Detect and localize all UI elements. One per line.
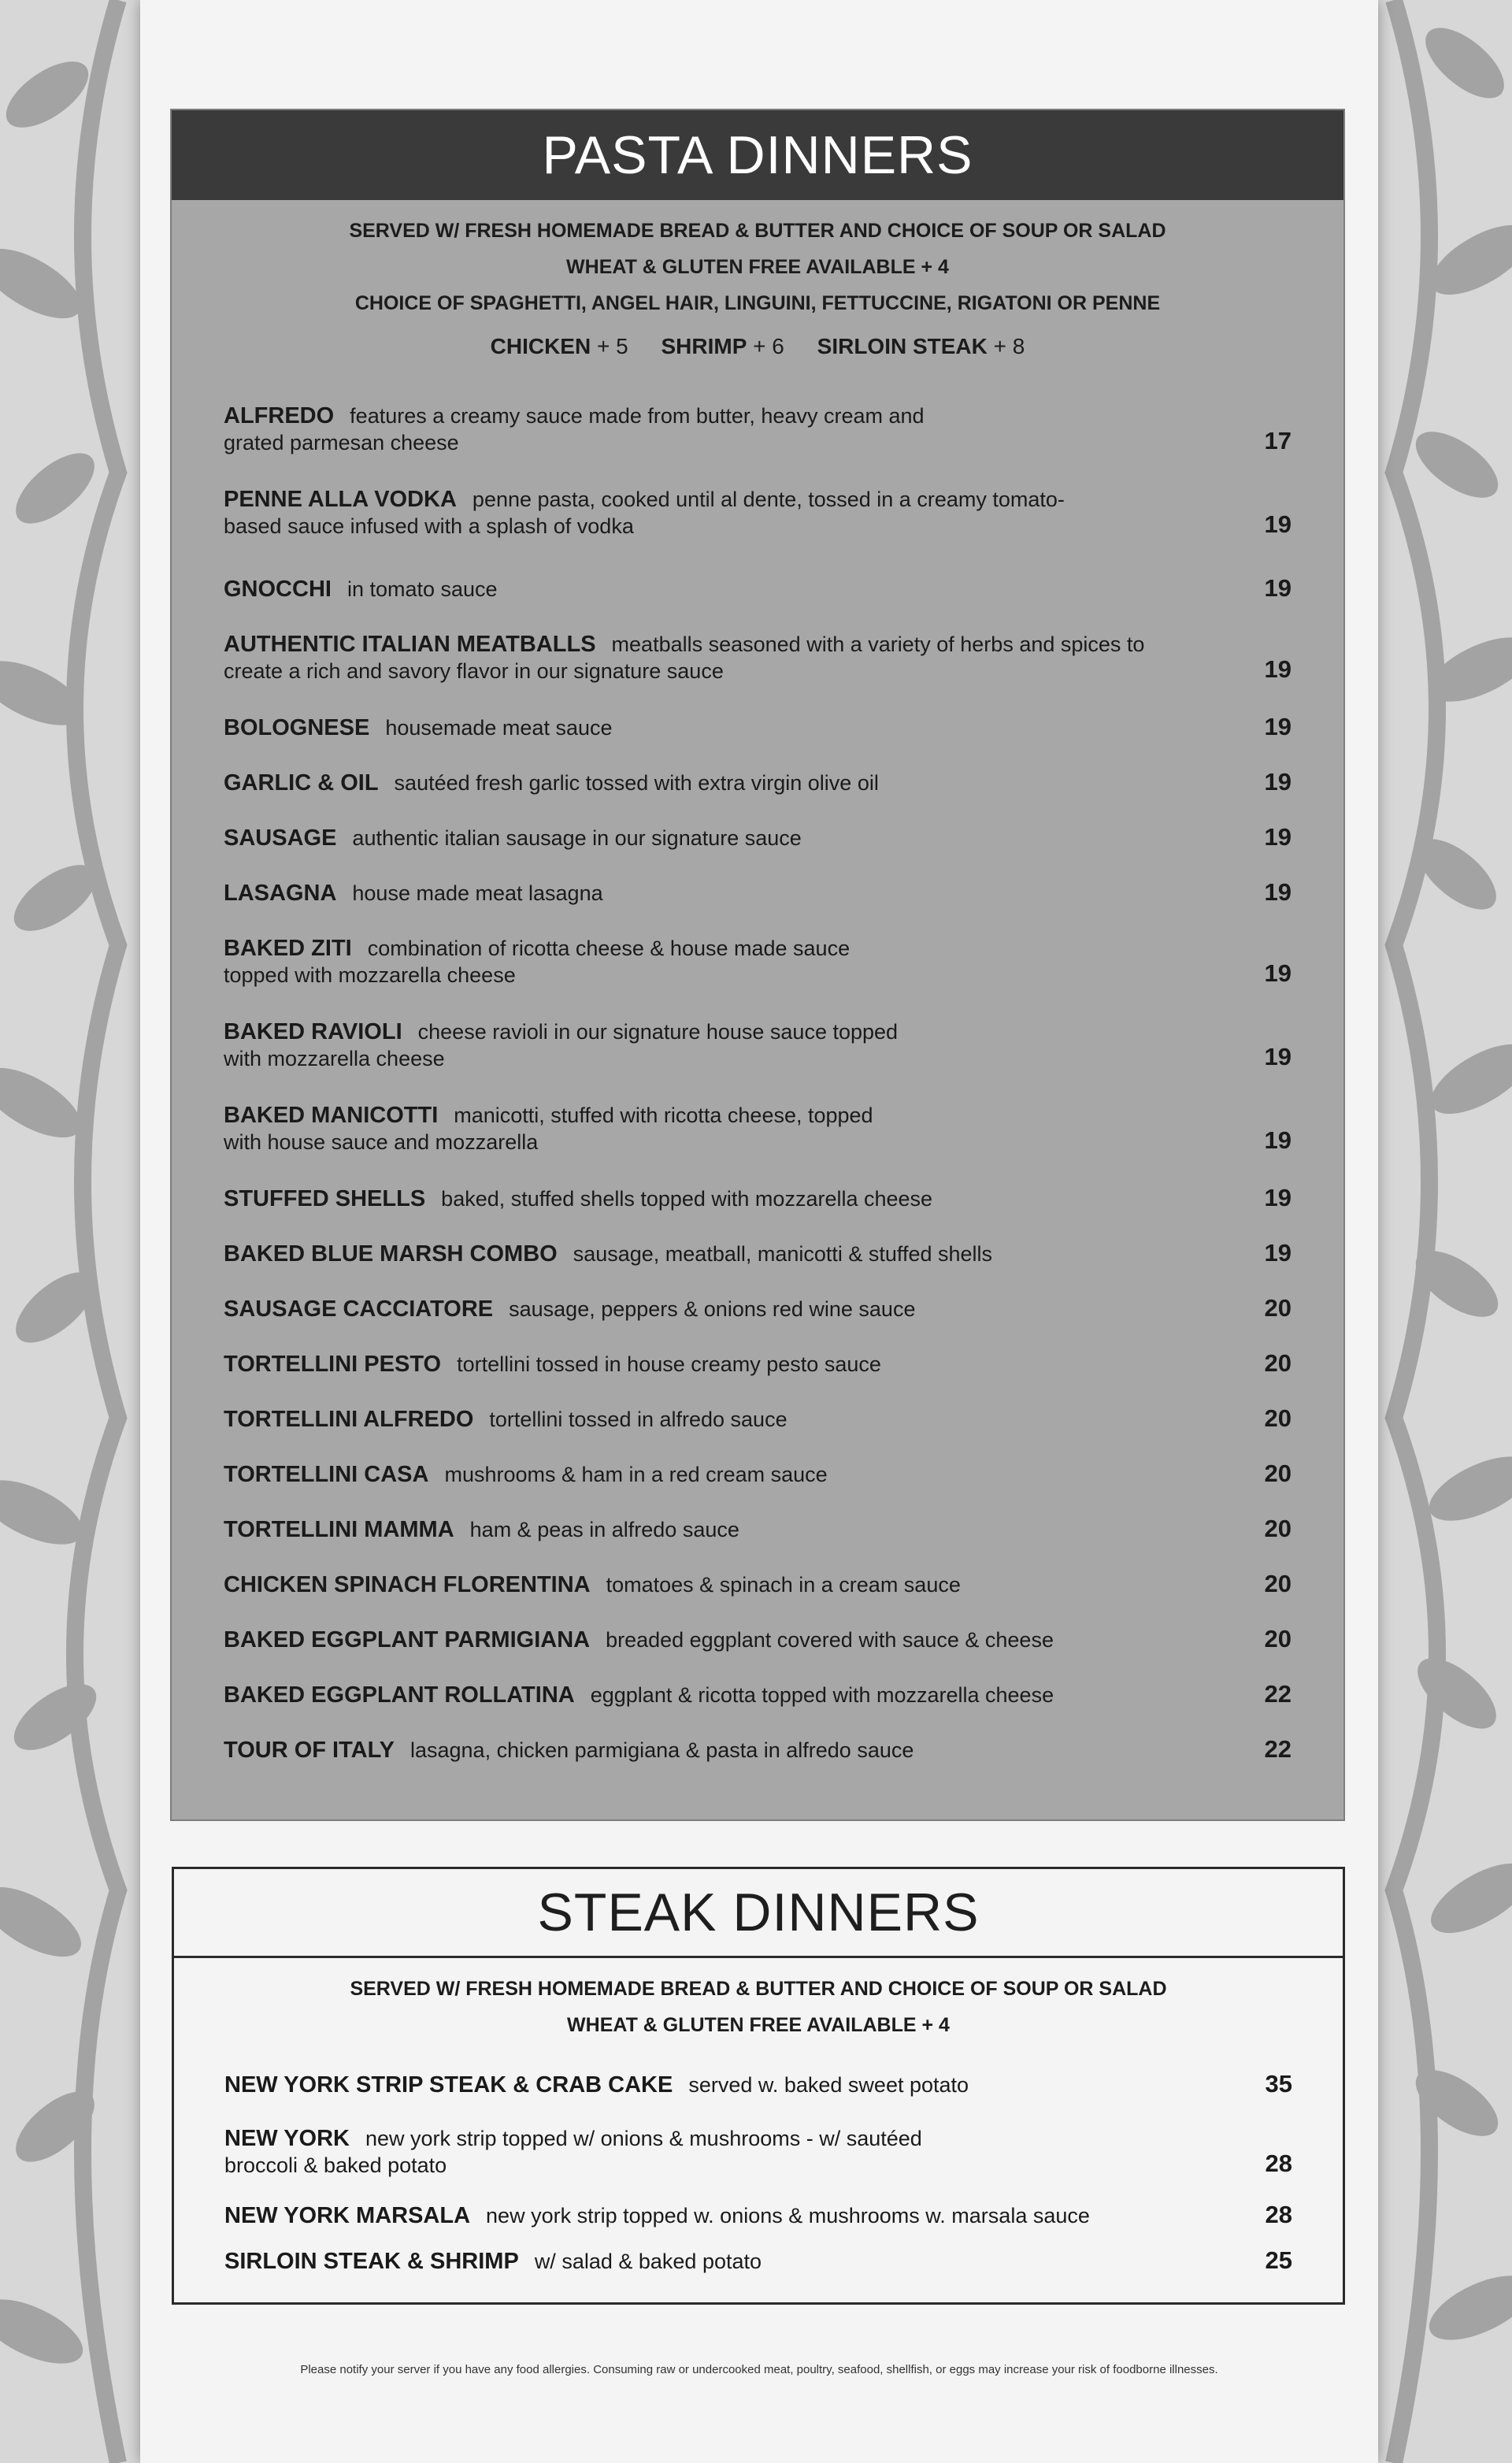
item-name: BAKED EGGPLANT PARMIGIANA	[224, 1627, 591, 1653]
item-name: BAKED ZITI	[224, 936, 352, 961]
menu-item	[224, 1735, 1292, 1764]
item-description-cont: grated parmesan cheese	[224, 431, 459, 454]
item-name: BAKED BLUE MARSH COMBO	[224, 1241, 558, 1267]
item-name: GARLIC & OIL	[224, 770, 379, 796]
item-description: housemade meat sauce	[385, 716, 613, 740]
menu-item	[224, 1349, 1292, 1378]
item-price: 17	[1264, 427, 1292, 454]
item-name: NEW YORK	[224, 2126, 350, 2151]
item-price: 19	[1264, 1043, 1292, 1070]
item-description: cheese ravioli in our signature house sauce topped	[417, 1020, 899, 1044]
item-description: w/ salad & baked potato	[534, 2250, 762, 2273]
item-name: LASAGNA	[224, 881, 337, 906]
menu-item	[224, 2203, 1292, 2229]
allergy-disclaimer: Please notify your server if you have any food allergies. Consuming raw or undercooked meat, poultry, seafood, shellfish, or eggs may increase your risk of foodborne illnesses.	[300, 2363, 1218, 2376]
item-description-cont: with house sauce and mozzarella	[224, 1130, 539, 1154]
item-name: PENNE ALLA VODKA	[224, 487, 457, 512]
menu-item	[224, 825, 1292, 851]
menu-item	[224, 1517, 1292, 1543]
addon-chicken: CHICKEN + 5	[490, 334, 628, 358]
menu-item	[224, 1404, 1292, 1433]
item-description: combination of ricotta cheese & house made sauce	[367, 937, 850, 960]
item-description: tomatoes & spinach in a cream sauce	[606, 1573, 961, 1597]
item-name: BAKED RAVIOLI	[224, 1019, 402, 1044]
item-description: sausage, meatball, manicotti & stuffed shells	[573, 1242, 993, 1266]
item-description: tortellini tossed in house creamy pesto sauce	[457, 1352, 881, 1376]
item-name: SAUSAGE CACCIATORE	[224, 1296, 494, 1322]
item-price: 20	[1264, 1349, 1292, 1377]
steak-title: STEAK DINNERS	[174, 1869, 1343, 1958]
menu-page	[140, 0, 1378, 2463]
item-description: eggplant & ricotta topped with mozzarella cheese	[590, 1683, 1054, 1707]
item-price: 28	[1265, 2201, 1292, 2228]
item-description: authentic italian sausage in our signature sauce	[352, 826, 802, 850]
menu-item	[224, 1572, 1292, 1598]
item-price: 20	[1264, 1570, 1292, 1597]
menu-item	[224, 1296, 1292, 1322]
item-price: 19	[1264, 713, 1292, 740]
item-price: 19	[1264, 768, 1292, 796]
pasta-section	[170, 109, 1345, 1821]
item-name: CHICKEN SPINACH FLORENTINA	[224, 1572, 591, 1597]
menu-item	[224, 1103, 1292, 1155]
item-name: NEW YORK STRIP STEAK & CRAB CAKE	[224, 2072, 673, 2098]
menu-item	[224, 403, 1292, 455]
item-description: meatballs seasoned with a variety of herbs and spices to	[611, 632, 1145, 656]
item-description: new york strip topped w. onions & mushrooms w. marsala sauce	[486, 2204, 1090, 2227]
pasta-title: PASTA DINNERS	[172, 110, 1343, 200]
item-name: SIRLOIN STEAK & SHRIMP	[224, 2249, 519, 2274]
item-price: 35	[1265, 2070, 1292, 2098]
menu-item	[224, 1186, 1292, 1212]
menu-item	[224, 2246, 1292, 2275]
pasta-choice-note: CHOICE OF SPAGHETTI, ANGEL HAIR, LINGUINI, FETTUCCINE, RIGATONI OR PENNE	[354, 292, 1161, 314]
item-name: TORTELLINI MAMMA	[224, 1517, 454, 1542]
item-price: 22	[1264, 1735, 1292, 1763]
item-name: TORTELLINI ALFREDO	[224, 1407, 474, 1432]
menu-item	[224, 2126, 1292, 2178]
leaf-pattern-left	[0, 0, 142, 2463]
menu-item	[224, 2072, 1292, 2098]
item-name: TORTELLINI PESTO	[224, 1352, 442, 1377]
menu-item	[224, 878, 1292, 907]
item-price: 19	[1264, 878, 1292, 906]
menu-item	[224, 487, 1292, 539]
item-description: house made meat lasagna	[352, 881, 603, 905]
item-name: GNOCCHI	[224, 577, 332, 602]
item-description: manicotti, stuffed with ricotta cheese, topped	[454, 1104, 873, 1127]
item-description: ham & peas in alfredo sauce	[469, 1518, 739, 1541]
addon-sirloin-steak: SIRLOIN STEAK + 8	[817, 334, 1025, 358]
item-description-cont: broccoli & baked potato	[224, 2153, 447, 2177]
item-price: 20	[1264, 1625, 1292, 1653]
item-price: 19	[1264, 1126, 1292, 1154]
steak-section	[172, 1867, 1345, 2305]
menu-item	[224, 1682, 1292, 1708]
item-name: ALFREDO	[224, 403, 335, 428]
item-price: 22	[1264, 1680, 1292, 1708]
item-price: 20	[1264, 1460, 1292, 1487]
menu-item	[224, 1241, 1292, 1267]
item-name: BAKED MANICOTTI	[224, 1103, 439, 1128]
item-description: lasagna, chicken parmigiana & pasta in alfredo sauce	[410, 1738, 914, 1762]
item-description-cont: create a rich and savory flavor in our signature sauce	[224, 659, 724, 683]
leaf-pattern-right	[1378, 0, 1512, 2463]
item-description-cont: with mozzarella cheese	[224, 1047, 445, 1070]
item-price: 19	[1264, 655, 1292, 683]
item-name: BAKED EGGPLANT ROLLATINA	[224, 1682, 575, 1708]
item-name: SAUSAGE	[224, 825, 337, 851]
item-description: tortellini tossed in alfredo sauce	[489, 1408, 788, 1431]
item-price: 19	[1264, 1184, 1292, 1211]
pasta-gluten-note: WHEAT & GLUTEN FREE AVAILABLE + 4	[566, 256, 949, 278]
item-price: 20	[1264, 1515, 1292, 1542]
item-price: 25	[1265, 2246, 1292, 2274]
item-description: breaded eggplant covered with sauce & cheese	[606, 1628, 1054, 1652]
item-description-cont: based sauce infused with a splash of vodka	[224, 514, 634, 538]
item-price: 19	[1264, 574, 1292, 602]
steak-gluten-note: WHEAT & GLUTEN FREE AVAILABLE + 4	[567, 2014, 950, 2036]
menu-item	[224, 1627, 1292, 1653]
item-description: mushrooms & ham in a red cream sauce	[444, 1463, 828, 1486]
addon-shrimp: SHRIMP + 6	[661, 334, 784, 358]
item-description: sautéed fresh garlic tossed with extra virgin olive oil	[394, 771, 879, 795]
menu-item	[224, 574, 1292, 603]
item-description: new york strip topped w/ onions & mushrooms - w/ sautéed	[365, 2127, 922, 2150]
menu-item	[224, 936, 1292, 988]
item-description: features a creamy sauce made from butter, heavy cream and	[350, 404, 925, 428]
item-price: 19	[1264, 959, 1292, 987]
item-price: 19	[1264, 510, 1292, 538]
pasta-served-note: SERVED W/ FRESH HOMEMADE BREAD & BUTTER AND CHOICE OF SOUP OR SALAD	[349, 220, 1166, 242]
item-description: baked, stuffed shells topped with mozzarella cheese	[441, 1187, 933, 1211]
menu-item	[224, 715, 1292, 741]
item-name: TORTELLINI CASA	[224, 1462, 429, 1487]
item-description-cont: topped with mozzarella cheese	[224, 963, 516, 987]
steak-served-note: SERVED W/ FRESH HOMEMADE BREAD & BUTTER AND CHOICE OF SOUP OR SALAD	[350, 1978, 1167, 2000]
item-name: STUFFED SHELLS	[224, 1186, 426, 1211]
menu-item	[224, 632, 1292, 684]
item-name: TOUR OF ITALY	[224, 1738, 395, 1763]
item-description: penne pasta, cooked until al dente, tossed in a creamy tomato-	[472, 488, 1065, 511]
item-description: sausage, peppers & onions red wine sauce	[509, 1297, 916, 1321]
item-name: AUTHENTIC ITALIAN MEATBALLS	[224, 632, 596, 657]
menu-item	[224, 1019, 1292, 1071]
item-price: 20	[1264, 1404, 1292, 1432]
item-price: 28	[1265, 2150, 1292, 2177]
item-price: 19	[1264, 1239, 1292, 1267]
item-price: 20	[1264, 1294, 1292, 1322]
menu-item	[224, 1462, 1292, 1488]
item-name: NEW YORK MARSALA	[224, 2203, 471, 2228]
item-name: BOLOGNESE	[224, 715, 370, 740]
menu-item	[224, 770, 1292, 796]
item-description: in tomato sauce	[346, 577, 498, 601]
item-description: served w. baked sweet potato	[688, 2073, 969, 2097]
pasta-addons	[172, 334, 1343, 359]
item-price: 19	[1264, 823, 1292, 851]
